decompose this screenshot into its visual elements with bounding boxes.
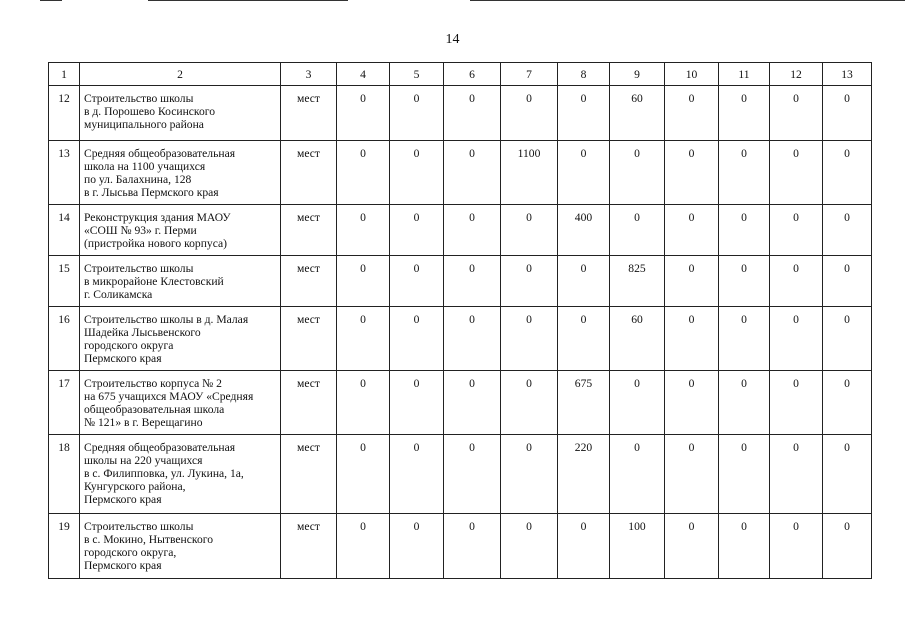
unit-cell: мест <box>281 205 337 256</box>
value-cell-col-13: 0 <box>823 256 872 307</box>
value-cell-col-11: 0 <box>719 256 770 307</box>
value-cell-col-5: 0 <box>390 86 444 141</box>
value-cell-col-6: 0 <box>444 256 501 307</box>
value-cell-col-10: 0 <box>665 435 719 514</box>
value-cell-col-13: 0 <box>823 371 872 435</box>
object-name <box>80 371 281 435</box>
row-number: 13 <box>49 141 80 205</box>
value-cell-col-4: 0 <box>337 307 390 371</box>
value-cell-col-9: 0 <box>610 371 665 435</box>
column-header-5: 5 <box>390 63 444 86</box>
column-header-9: 9 <box>610 63 665 86</box>
value-cell-col-10: 0 <box>665 256 719 307</box>
table-body <box>49 63 872 579</box>
table-row <box>49 435 872 514</box>
value-cell-col-13: 0 <box>823 141 872 205</box>
table-row <box>49 86 872 141</box>
column-header-11: 11 <box>719 63 770 86</box>
object-name <box>80 141 281 205</box>
table-row <box>49 371 872 435</box>
value-cell-col-7: 0 <box>501 256 558 307</box>
value-cell-col-7: 1100 <box>501 141 558 205</box>
value-cell-col-10: 0 <box>665 371 719 435</box>
header-row <box>49 63 872 86</box>
value-cell-col-8: 0 <box>558 514 610 579</box>
object-name-line: «СОШ № 93» г. Перми <box>84 224 197 237</box>
row-number: 19 <box>49 514 80 579</box>
object-name-line: Шадейка Лысьвенского <box>84 326 201 339</box>
value-cell-col-5: 0 <box>390 141 444 205</box>
unit-cell: мест <box>281 514 337 579</box>
value-cell-col-13: 0 <box>823 205 872 256</box>
object-name-line: в г. Лысьва Пермского края <box>84 186 219 199</box>
value-cell-col-4: 0 <box>337 86 390 141</box>
value-cell-col-6: 0 <box>444 205 501 256</box>
object-name-line: Строительство школы <box>84 92 194 105</box>
value-cell-col-12: 0 <box>770 205 823 256</box>
value-cell-col-11: 0 <box>719 205 770 256</box>
unit-cell: мест <box>281 371 337 435</box>
table-row <box>49 514 872 579</box>
value-cell-col-11: 0 <box>719 86 770 141</box>
value-cell-col-8: 0 <box>558 141 610 205</box>
value-cell-col-6: 0 <box>444 86 501 141</box>
object-name-line: в д. Порошево Косинского <box>84 105 216 118</box>
column-header-3: 3 <box>281 63 337 86</box>
object-name-line: Реконструкция здания МАОУ <box>84 211 231 224</box>
value-cell-col-5: 0 <box>390 371 444 435</box>
value-cell-col-12: 0 <box>770 307 823 371</box>
value-cell-col-9: 0 <box>610 205 665 256</box>
value-cell-col-5: 0 <box>390 435 444 514</box>
table-row <box>49 256 872 307</box>
value-cell-col-4: 0 <box>337 371 390 435</box>
object-name-line: Пермского края <box>84 493 162 506</box>
value-cell-col-8: 0 <box>558 307 610 371</box>
value-cell-col-13: 0 <box>823 435 872 514</box>
object-name-line: (пристройка нового корпуса) <box>84 237 228 250</box>
object-name <box>80 435 281 514</box>
column-header-13: 13 <box>823 63 872 86</box>
object-name-line: муниципального района <box>84 118 204 131</box>
row-number: 18 <box>49 435 80 514</box>
column-header-4: 4 <box>337 63 390 86</box>
object-name-line: школы на 220 учащихся <box>84 454 203 467</box>
object-name-line: городского округа, <box>84 546 177 559</box>
unit-cell: мест <box>281 435 337 514</box>
object-name <box>80 514 281 579</box>
value-cell-col-13: 0 <box>823 514 872 579</box>
value-cell-col-4: 0 <box>337 256 390 307</box>
object-name <box>80 256 281 307</box>
value-cell-col-10: 0 <box>665 307 719 371</box>
object-name-line: на 675 учащихся МАОУ «Средняя <box>84 390 254 403</box>
unit-cell: мест <box>281 86 337 141</box>
object-name-line: № 121» в г. Верещагино <box>84 416 203 429</box>
value-cell-col-4: 0 <box>337 435 390 514</box>
value-cell-col-6: 0 <box>444 141 501 205</box>
value-cell-col-9: 0 <box>610 435 665 514</box>
object-name <box>80 307 281 371</box>
value-cell-col-7: 0 <box>501 307 558 371</box>
object-name-line: Строительство корпуса № 2 <box>84 377 222 390</box>
value-cell-col-11: 0 <box>719 371 770 435</box>
value-cell-col-11: 0 <box>719 435 770 514</box>
value-cell-col-8: 675 <box>558 371 610 435</box>
value-cell-col-12: 0 <box>770 435 823 514</box>
value-cell-col-6: 0 <box>444 514 501 579</box>
table-row <box>49 205 872 256</box>
object-name-line: Строительство школы <box>84 262 194 275</box>
row-number: 12 <box>49 86 80 141</box>
object-name-line: г. Соликамска <box>84 288 153 301</box>
value-cell-col-4: 0 <box>337 205 390 256</box>
value-cell-col-7: 0 <box>501 435 558 514</box>
column-header-6: 6 <box>444 63 501 86</box>
value-cell-col-11: 0 <box>719 307 770 371</box>
value-cell-col-9: 0 <box>610 141 665 205</box>
top-rule-right <box>470 0 905 1</box>
value-cell-col-11: 0 <box>719 514 770 579</box>
object-name-line: в микрорайоне Клестовский <box>84 275 224 288</box>
data-table <box>48 62 872 579</box>
value-cell-col-10: 0 <box>665 205 719 256</box>
value-cell-col-7: 0 <box>501 205 558 256</box>
object-name <box>80 86 281 141</box>
value-cell-col-7: 0 <box>501 514 558 579</box>
object-name-line: по ул. Балахнина, 128 <box>84 173 192 186</box>
value-cell-col-8: 400 <box>558 205 610 256</box>
row-number: 15 <box>49 256 80 307</box>
object-name <box>80 205 281 256</box>
value-cell-col-12: 0 <box>770 256 823 307</box>
object-name-line: Пермского края <box>84 352 162 365</box>
value-cell-col-6: 0 <box>444 435 501 514</box>
object-name-line: Средняя общеобразовательная <box>84 441 236 454</box>
value-cell-col-10: 0 <box>665 86 719 141</box>
unit-cell: мест <box>281 141 337 205</box>
value-cell-col-4: 0 <box>337 141 390 205</box>
object-name-line: Средняя общеобразовательная <box>84 147 236 160</box>
value-cell-col-10: 0 <box>665 514 719 579</box>
column-header-8: 8 <box>558 63 610 86</box>
object-name-line: Строительство школы в д. Малая <box>84 313 249 326</box>
value-cell-col-9: 60 <box>610 307 665 371</box>
column-header-10: 10 <box>665 63 719 86</box>
value-cell-col-4: 0 <box>337 514 390 579</box>
object-name-line: Кунгурского района, <box>84 480 186 493</box>
column-header-12: 12 <box>770 63 823 86</box>
value-cell-col-11: 0 <box>719 141 770 205</box>
value-cell-col-7: 0 <box>501 371 558 435</box>
object-name-line: школа на 1100 учащихся <box>84 160 206 173</box>
row-number: 16 <box>49 307 80 371</box>
value-cell-col-10: 0 <box>665 141 719 205</box>
object-name-line: в с. Филипповка, ул. Лукина, 1а, <box>84 467 244 480</box>
top-rule-center <box>148 0 348 1</box>
value-cell-col-9: 60 <box>610 86 665 141</box>
value-cell-col-8: 0 <box>558 86 610 141</box>
object-name-line: общеобразовательная школа <box>84 403 225 416</box>
value-cell-col-13: 0 <box>823 307 872 371</box>
value-cell-col-5: 0 <box>390 514 444 579</box>
object-name-line: в с. Мокино, Нытвенского <box>84 533 214 546</box>
value-cell-col-12: 0 <box>770 86 823 141</box>
value-cell-col-9: 825 <box>610 256 665 307</box>
value-cell-col-8: 0 <box>558 256 610 307</box>
page-number: 14 <box>445 32 460 47</box>
value-cell-col-7: 0 <box>501 86 558 141</box>
value-cell-col-6: 0 <box>444 307 501 371</box>
table-row <box>49 307 872 371</box>
value-cell-col-12: 0 <box>770 514 823 579</box>
object-name-line: городского округа <box>84 339 174 352</box>
value-cell-col-13: 0 <box>823 86 872 141</box>
object-name-line: Пермского края <box>84 559 162 572</box>
value-cell-col-5: 0 <box>390 307 444 371</box>
column-header-7: 7 <box>501 63 558 86</box>
value-cell-col-5: 0 <box>390 205 444 256</box>
object-name-line: Строительство школы <box>84 520 194 533</box>
value-cell-col-6: 0 <box>444 371 501 435</box>
top-rule-left <box>40 0 62 1</box>
value-cell-col-5: 0 <box>390 256 444 307</box>
value-cell-col-8: 220 <box>558 435 610 514</box>
column-header-1: 1 <box>49 63 80 86</box>
row-number: 17 <box>49 371 80 435</box>
table-row <box>49 141 872 205</box>
value-cell-col-9: 100 <box>610 514 665 579</box>
value-cell-col-12: 0 <box>770 141 823 205</box>
value-cell-col-12: 0 <box>770 371 823 435</box>
column-header-2: 2 <box>80 63 281 86</box>
unit-cell: мест <box>281 256 337 307</box>
row-number: 14 <box>49 205 80 256</box>
unit-cell: мест <box>281 307 337 371</box>
